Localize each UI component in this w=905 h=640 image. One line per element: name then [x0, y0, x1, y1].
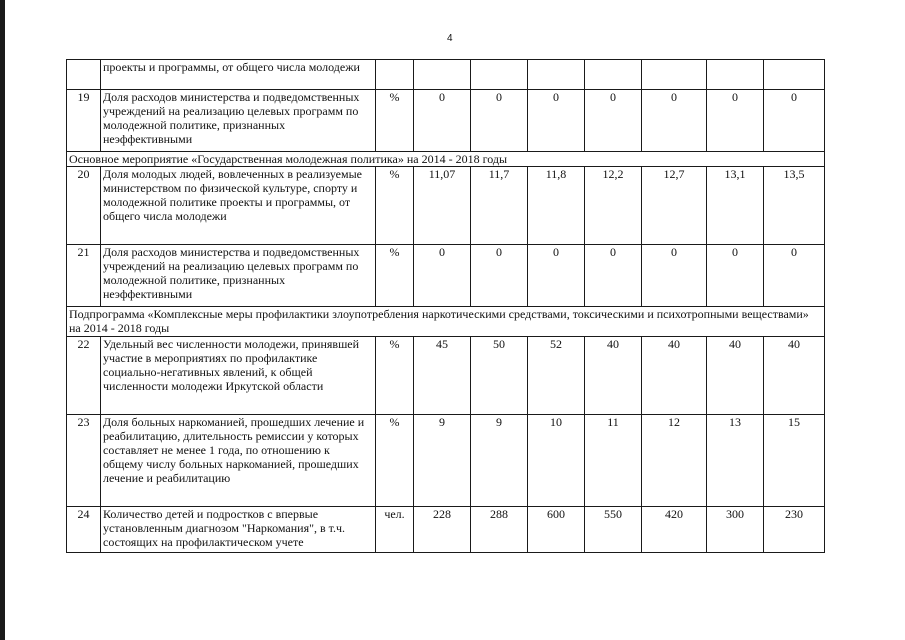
scan-edge-bar	[0, 0, 5, 640]
value-cell: 11	[585, 415, 642, 507]
row-number: 21	[67, 245, 101, 307]
value-cell: 0	[642, 90, 707, 152]
value-cell: 0	[707, 90, 764, 152]
value-cell: 11,7	[471, 167, 528, 245]
section-header-row	[67, 152, 825, 167]
table-row	[67, 245, 825, 307]
unit-cell: %	[376, 167, 414, 245]
row-number: 23	[67, 415, 101, 507]
value-cell: 13,1	[707, 167, 764, 245]
value-cell: 550	[585, 507, 642, 553]
value-cell: 52	[528, 337, 585, 415]
unit-cell: %	[376, 337, 414, 415]
value-cell: 0	[414, 90, 471, 152]
value-cell	[471, 60, 528, 90]
value-cell: 12	[642, 415, 707, 507]
value-cell: 12,7	[642, 167, 707, 245]
row-number: 20	[67, 167, 101, 245]
section-title: Основное мероприятие «Государственная молодежная политика» на 2014 - 2018 годы	[67, 152, 825, 167]
value-cell	[764, 60, 825, 90]
value-cell: 10	[528, 415, 585, 507]
unit-cell: %	[376, 90, 414, 152]
value-cell: 9	[414, 415, 471, 507]
table-row	[67, 507, 825, 553]
row-number: 22	[67, 337, 101, 415]
indicator-name: Доля больных наркоманией, прошедших лечение и реабилитацию, длительность ремиссии у которых составляет не менее 1 года, по отношению к общему числу больных наркоманией, прошедших лечение и реабилитацию	[101, 415, 376, 507]
indicator-name: Доля расходов министерства и подведомственных учреждений на реализацию целевых программ по молодежной политике, признанных неэффективными	[101, 90, 376, 152]
table-row	[67, 60, 825, 90]
value-cell: 40	[642, 337, 707, 415]
value-cell: 40	[707, 337, 764, 415]
row-number	[67, 60, 101, 90]
value-cell: 0	[585, 90, 642, 152]
value-cell: 15	[764, 415, 825, 507]
value-cell: 9	[471, 415, 528, 507]
value-cell	[414, 60, 471, 90]
value-cell: 13	[707, 415, 764, 507]
value-cell: 230	[764, 507, 825, 553]
value-cell: 228	[414, 507, 471, 553]
value-cell: 11,07	[414, 167, 471, 245]
table-row	[67, 90, 825, 152]
value-cell	[585, 60, 642, 90]
indicator-name: Количество детей и подростков с впервые установленным диагнозом "Наркомания", в т.ч. состоящих на профилактическом учете	[101, 507, 376, 553]
value-cell: 420	[642, 507, 707, 553]
value-cell: 0	[528, 245, 585, 307]
value-cell: 0	[585, 245, 642, 307]
section-title: Подпрограмма «Комплексные меры профилактики злоупотребления наркотическими средствами, токсическими и психотропными веществами» на 2014 - 2018 годы	[67, 307, 825, 337]
unit-cell: чел.	[376, 507, 414, 553]
unit-cell: %	[376, 245, 414, 307]
section-header-row	[67, 307, 825, 337]
value-cell	[642, 60, 707, 90]
unit-cell	[376, 60, 414, 90]
value-cell: 0	[528, 90, 585, 152]
value-cell: 11,8	[528, 167, 585, 245]
value-cell: 0	[642, 245, 707, 307]
page-number: 4	[447, 33, 453, 44]
unit-cell: %	[376, 415, 414, 507]
table-row	[67, 337, 825, 415]
value-cell	[707, 60, 764, 90]
value-cell: 600	[528, 507, 585, 553]
indicators-table	[66, 59, 825, 553]
value-cell: 12,2	[585, 167, 642, 245]
value-cell: 0	[414, 245, 471, 307]
value-cell: 45	[414, 337, 471, 415]
value-cell: 288	[471, 507, 528, 553]
row-number: 19	[67, 90, 101, 152]
value-cell: 0	[707, 245, 764, 307]
table-row	[67, 415, 825, 507]
value-cell: 40	[764, 337, 825, 415]
value-cell: 40	[585, 337, 642, 415]
indicator-name: Доля молодых людей, вовлеченных в реализуемые министерством по физической культуре, спорту и молодежной политике проекты и программы, от общего числа молодежи	[101, 167, 376, 245]
value-cell: 0	[764, 245, 825, 307]
value-cell: 0	[471, 245, 528, 307]
indicator-name: Доля расходов министерства и подведомственных учреждений на реализацию целевых программ по молодежной политике, признанных неэффективными	[101, 245, 376, 307]
value-cell: 13,5	[764, 167, 825, 245]
value-cell	[528, 60, 585, 90]
value-cell: 50	[471, 337, 528, 415]
value-cell: 0	[471, 90, 528, 152]
row-number: 24	[67, 507, 101, 553]
indicator-name: Удельный вес численности молодежи, принявшей участие в мероприятиях по профилактике социально-негативных явлений, к общей численности молодежи Иркутской области	[101, 337, 376, 415]
table-row	[67, 167, 825, 245]
value-cell: 0	[764, 90, 825, 152]
indicator-name: проекты и программы, от общего числа молодежи	[101, 60, 376, 90]
value-cell: 300	[707, 507, 764, 553]
